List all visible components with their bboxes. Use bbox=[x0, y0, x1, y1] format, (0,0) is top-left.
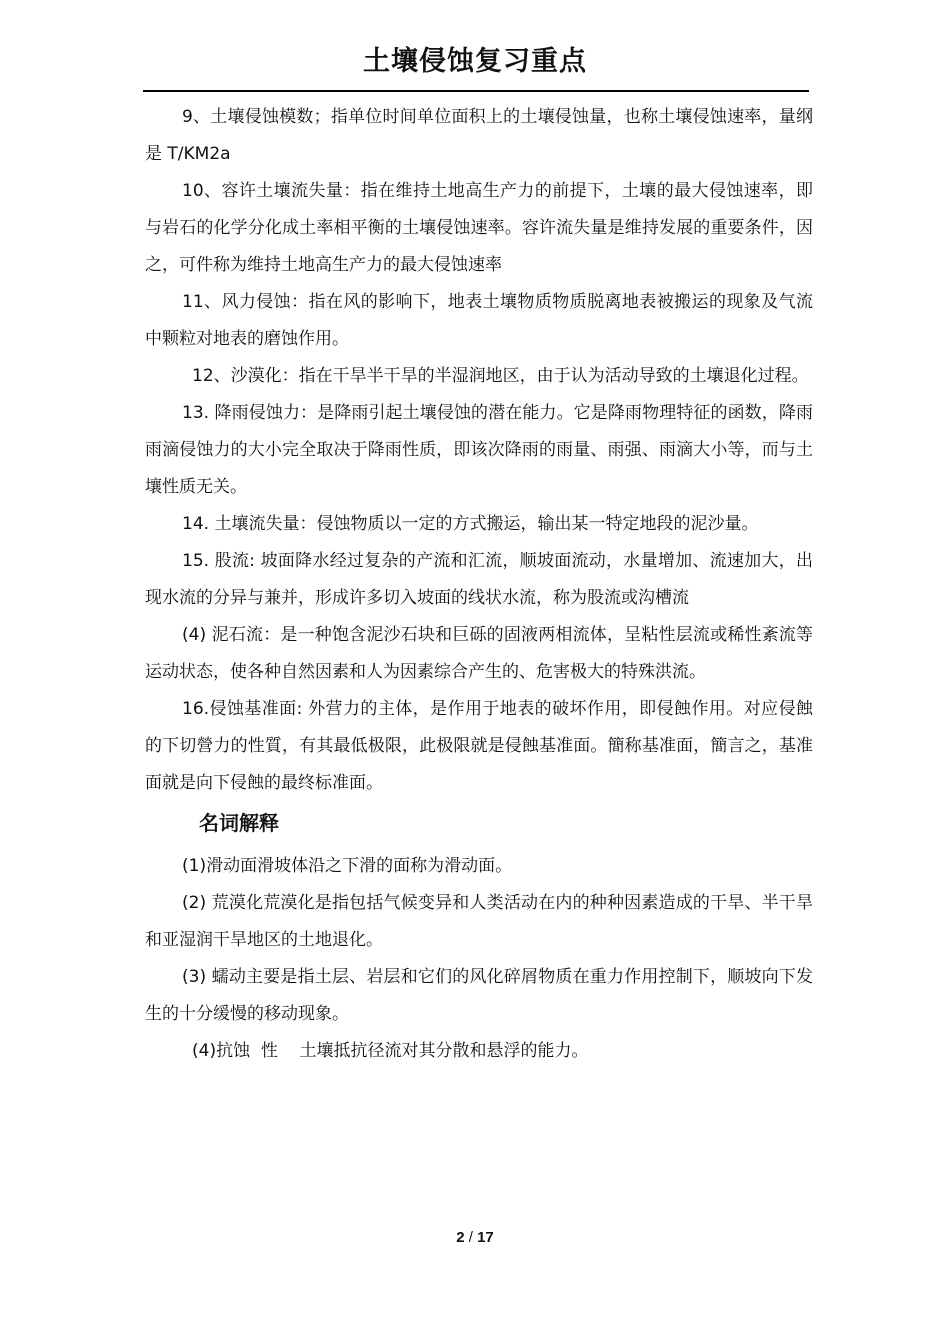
total-page-count: 17 bbox=[477, 1229, 494, 1246]
page-title: 土壤侵蚀复习重点 bbox=[363, 46, 587, 77]
paragraph-debris-flow: (4) 泥石流：是一种饱含泥沙石块和巨砾的固液两相流体，呈粘性层流或稀性紊流等运动状态，使各种自然因素和人为因素综合产生的、危害极大的特殊洪流。 bbox=[145, 625, 813, 682]
current-page-number: 2 bbox=[456, 1229, 465, 1246]
paragraph-erosion-modulus: 9、土壤侵蚀模数；指单位时间单位面积上的土壤侵蚀量，也称土壤侵蚀速率，量纲是 T/KM2a bbox=[145, 107, 813, 164]
page-number-separator: / bbox=[464, 1229, 478, 1246]
document-body bbox=[145, 99, 813, 1070]
header-divider bbox=[143, 90, 809, 92]
paragraph-allowable-soil-loss: 10、容许土壤流失量：指在维持土地高生产力的前提下，土壤的最大侵蚀速率，即与岩石的化学分化成土率相平衡的土壤侵蚀速率。容许流失量是维持发展的重要条件，因之，可件称为维持土地高生产力的最大侵蚀速率 bbox=[145, 181, 813, 275]
paragraph-rainfall-erosivity: 13. 降雨侵蚀力：是降雨引起土壤侵蚀的潜在能力。它是降雨物理特征的函数，降雨雨滴侵蚀力的大小完全取决于降雨性质，即该次降雨的雨量、雨强、雨滴大小等，而与土壤性质无关。 bbox=[145, 403, 813, 497]
paragraph-soil-loss: 14. 土壤流失量：侵蚀物质以一定的方式搬运，输出某一特定地段的泥沙量。 bbox=[182, 514, 759, 534]
section-heading-term-definitions: 名词解释 bbox=[199, 811, 279, 835]
paragraph-wind-erosion: 11、风力侵蚀：指在风的影响下，地表土壤物质物质脱离地表被搬运的现象及气流中颗粒对地表的磨蚀作用。 bbox=[145, 292, 813, 349]
paragraph-rill-flow: 15. 股流: 坡面降水经过复杂的产流和汇流，顺坡面流动，水量增加、流速加大，出现水流的分异与兼并，形成许多切入坡面的线状水流，称为股流或沟槽流 bbox=[145, 551, 813, 608]
term-item-desertification: (2) 荒漠化荒漠化是指包括气候变异和人类活动在内的种种因素造成的干旱、半干旱和亚湿润干旱地区的土地退化。 bbox=[145, 893, 813, 950]
term-item-slip-surface: (1)滑动面滑坡体沿之下滑的面称为滑动面。 bbox=[182, 856, 513, 876]
paragraph-erosion-base-level: 16.侵蚀基准面: 外营力的主体，是作用于地表的破坏作用，即侵蝕作用。对应侵蝕的下切營力的性質，有其最低极限，此极限就是侵蝕基准面。簡称基准面，簡言之，基准面就是向下侵蝕的最终标准面。 bbox=[145, 699, 813, 793]
paragraph-desertification: 12、沙漠化：指在干旱半干旱的半湿润地区，由于认为活动导致的土壤退化过程。 bbox=[192, 366, 809, 386]
term-item-creep: (3) 蠕动主要是指土层、岩层和它们的风化碎屑物质在重力作用控制下，顺坡向下发生的十分缓慢的移动现象。 bbox=[145, 967, 813, 1024]
term-item-erosion-resistance: (4)抗蚀 性 土壤抵抗径流对其分散和悬浮的能力。 bbox=[192, 1041, 589, 1061]
page-number bbox=[0, 1229, 950, 1246]
